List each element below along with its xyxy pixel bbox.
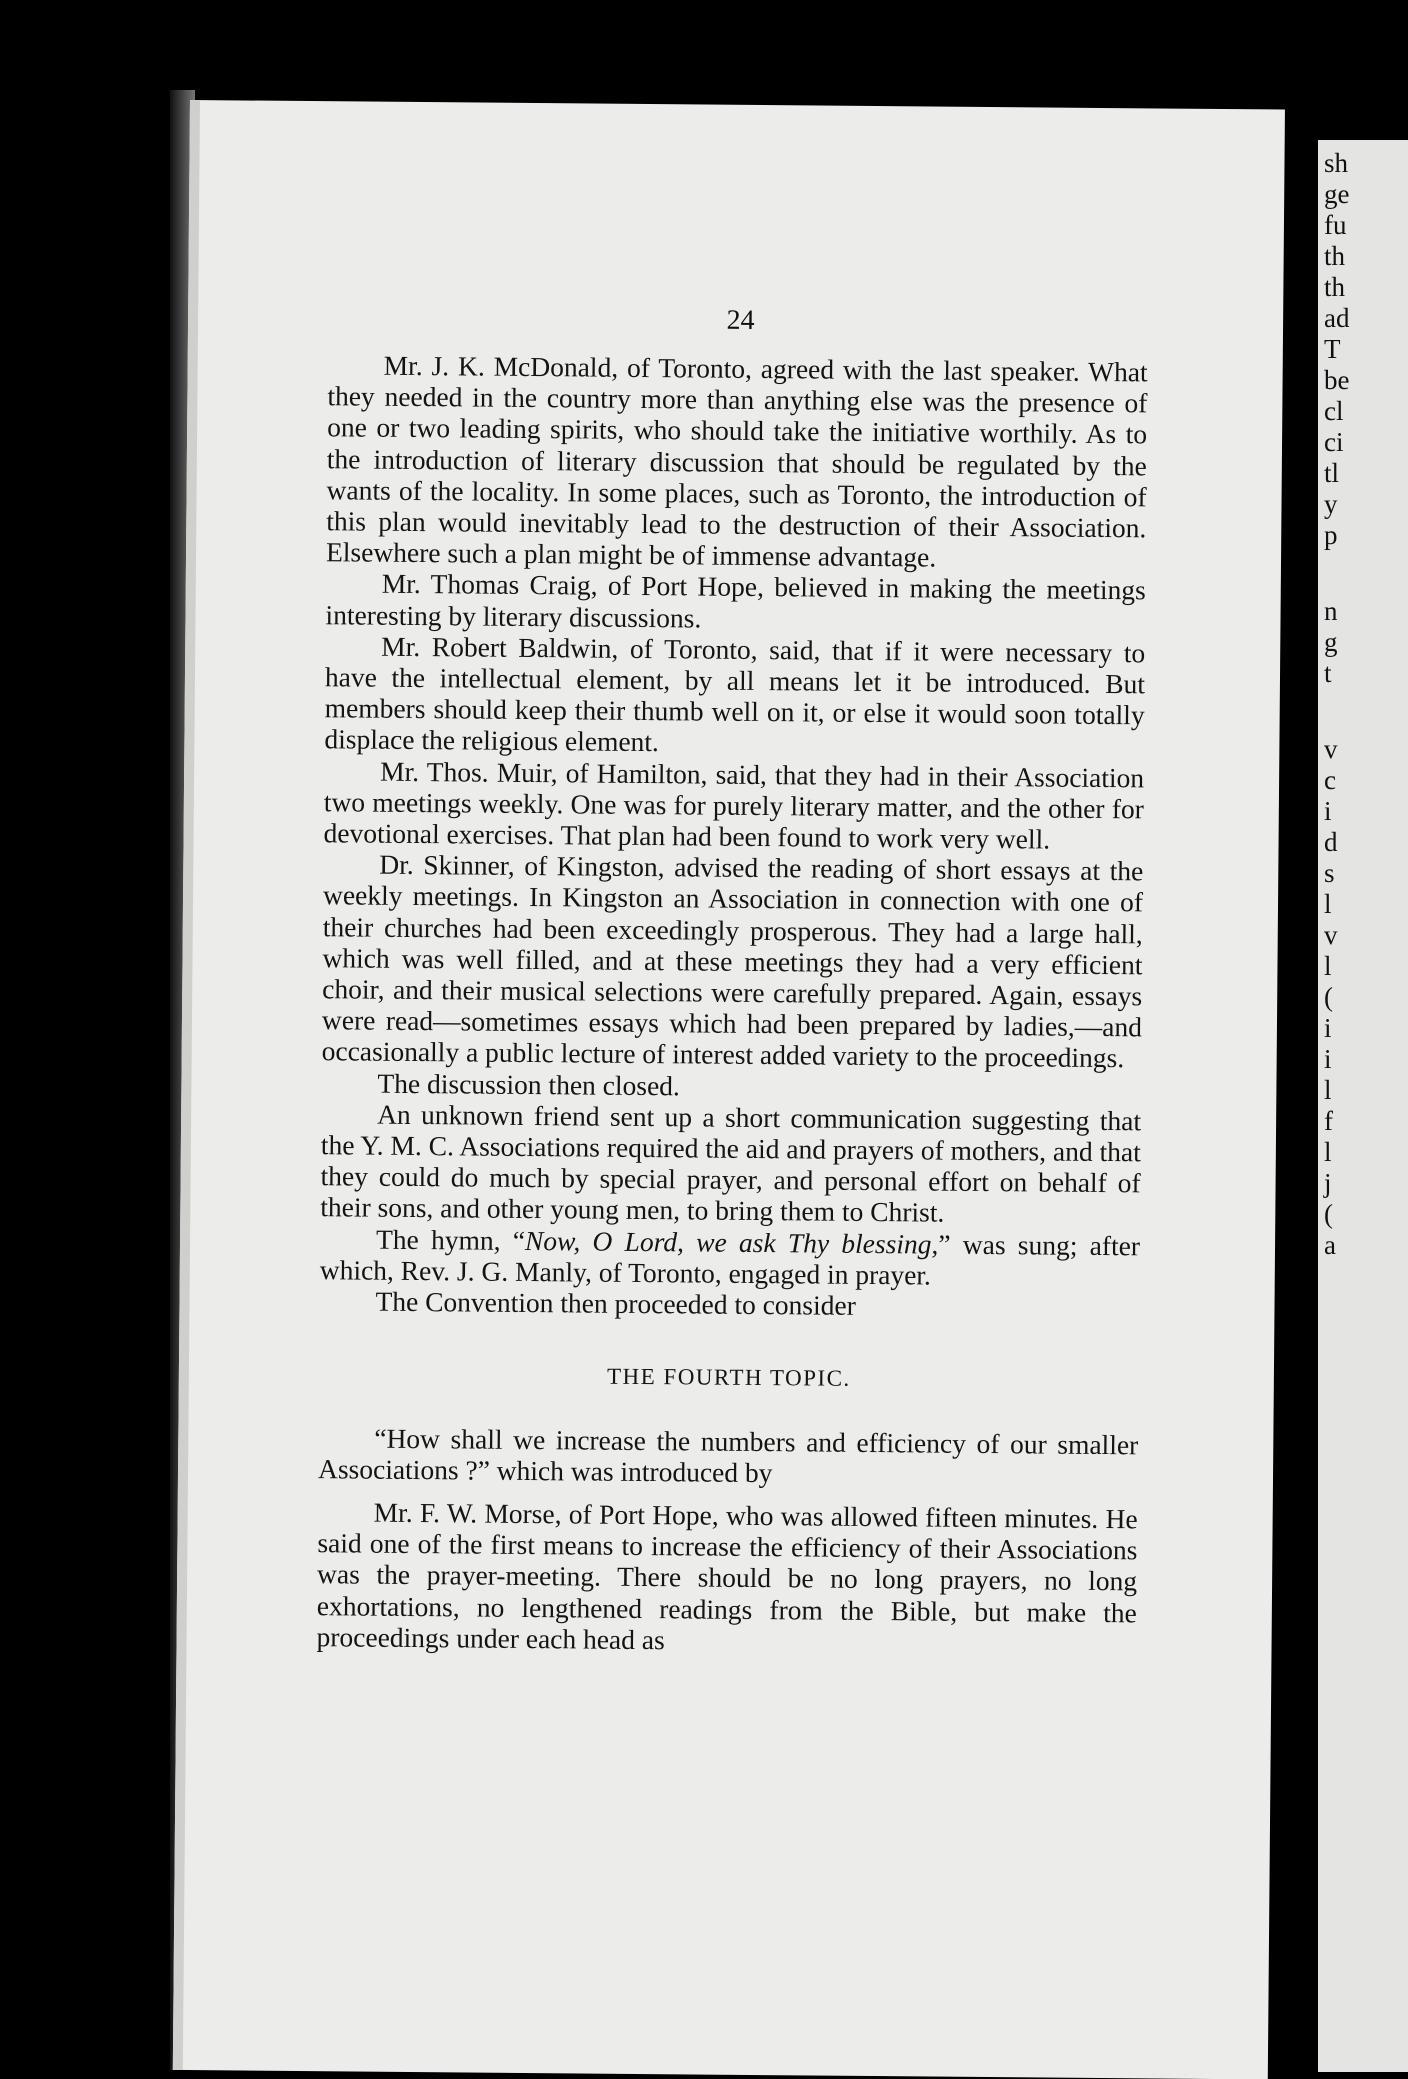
- paragraph-baldwin: Mr. Robert Baldwin, of Toronto, said, that if it were necessary to have the intellectual element, by all means let it be introduced. But members should keep their thumb well on it, or else it would soon totally displace the religious element.: [324, 630, 1146, 758]
- paragraph-morse: Mr. F. W. Morse, of Port Hope, who was allowed fifteen minutes. He said one of the first means to increase the efficiency of their Associations was the prayer-meeting. There should be no long prayers, no long exhortations, no lengthened readings from the Bible, but make the proceedings under each head as: [316, 1496, 1138, 1655]
- page-number: 24: [726, 304, 755, 336]
- facing-page-fragment: cl: [1324, 396, 1344, 426]
- facing-page-fragment: d: [1324, 827, 1338, 857]
- paragraph-mcdonald: Mr. J. K. McDonald, of Toronto, agreed with the last speaker. What they needed in the country more than anything else was the presence of one or two leading spirits, who should take the initiative worthily. As to the introduction of literary discussion that should be regulated by the wants of the locality. In some places, such as Toronto, the introduction of this plan would inevitably lead to the destruction of their Association. Elsewhere such a plan might be of immense advantage.: [325, 349, 1148, 573]
- facing-page-fragment: ge: [1324, 179, 1350, 209]
- facing-page-fragment: i: [1324, 1013, 1332, 1043]
- hymn-after: ” was sung; after which, Rev. J. G. Manly, of Toronto, engaged in prayer.: [319, 1228, 1141, 1291]
- facing-page-fragment: fu: [1324, 210, 1347, 240]
- facing-page-fragment: l: [1324, 1075, 1332, 1105]
- facing-page-fragment: j: [1324, 1168, 1332, 1198]
- paragraph-topic-question: “How shall we increase the numbers and efficiency of our smaller Associations ?” which was introduced by: [317, 1422, 1139, 1488]
- page-body: [316, 349, 1147, 1659]
- facing-page-fragment: l: [1324, 1137, 1332, 1167]
- facing-page-fragment: (: [1324, 982, 1333, 1012]
- facing-page-fragment: th: [1324, 272, 1346, 302]
- facing-page-fragment: l: [1324, 951, 1332, 981]
- paragraph-hymn: [320, 1223, 1141, 1293]
- facing-page-fragment: g: [1324, 627, 1338, 657]
- facing-page-fragment: be: [1324, 365, 1350, 395]
- facing-page-fragment: (: [1324, 1199, 1333, 1229]
- paragraph-muir: Mr. Thos. Muir, of Hamilton, said, that they had in their Association two meetings weekly. One was for purely literary matter, and the other for devotional exercises. That plan had been found to work very well.: [323, 755, 1145, 855]
- facing-page-fragment: c: [1324, 765, 1336, 795]
- facing-page-fragment: f: [1324, 1106, 1333, 1136]
- facing-page-fragment: s: [1324, 858, 1335, 888]
- facing-page-fragment: T: [1324, 334, 1341, 364]
- paragraph-convention: The Convention then proceeded to consider: [375, 1285, 856, 1321]
- facing-page-fragment: ad: [1324, 303, 1350, 333]
- paragraph-discussion-closed: The discussion then closed.: [377, 1067, 681, 1101]
- facing-page-fragment: sh: [1324, 148, 1349, 178]
- hymn-title: Now, O Lord, we ask Thy blessing,: [524, 1224, 939, 1260]
- facing-page-fragment: v: [1324, 920, 1338, 950]
- facing-page-edge: [1318, 140, 1408, 2072]
- paragraph-unknown-friend: An unknown friend sent up a short communication suggesting that the Y. M. C. Associations required the aid and prayers of mothers, and that they could do much by special prayer, and personal effort on behalf of their sons, and other young men, to bring them to Christ.: [320, 1098, 1142, 1229]
- paragraph-skinner: Dr. Skinner, of Kingston, advised the reading of short essays at the weekly meetings. In Kingston an Association in connection with one of their churches had been exceedingly prosperous. They had a large hall, which was well filled, and at these meetings they had a very efficient choir, and their musical selections were carefully prepared. Again, essays were read—sometimes essays which had been prepared by ladies,—and occasionally a public lecture of interest added variety to the proceedings.: [321, 848, 1144, 1074]
- facing-page-fragment: y: [1324, 489, 1338, 519]
- hymn-before: The hymn, “: [375, 1223, 526, 1256]
- facing-page-fragment: tl: [1324, 458, 1340, 488]
- facing-page-fragment: a: [1324, 1230, 1336, 1260]
- facing-page-fragment: ci: [1324, 427, 1344, 457]
- facing-page-fragment: v: [1324, 734, 1338, 764]
- facing-page-fragment: i: [1324, 1044, 1332, 1074]
- facing-page-fragment: t: [1324, 658, 1332, 688]
- paragraph-craig: Mr. Thomas Craig, of Port Hope, believed in making the meetings interesting by literary discussions.: [325, 568, 1146, 634]
- facing-page-fragment: n: [1324, 596, 1338, 626]
- facing-page-fragment: i: [1324, 796, 1332, 826]
- facing-page-fragment: l: [1324, 889, 1332, 919]
- scanned-page: [173, 100, 1285, 2079]
- section-heading: THE FOURTH TOPIC.: [606, 1363, 851, 1392]
- facing-page-fragment: th: [1324, 241, 1346, 271]
- facing-page-fragment: p: [1324, 520, 1338, 550]
